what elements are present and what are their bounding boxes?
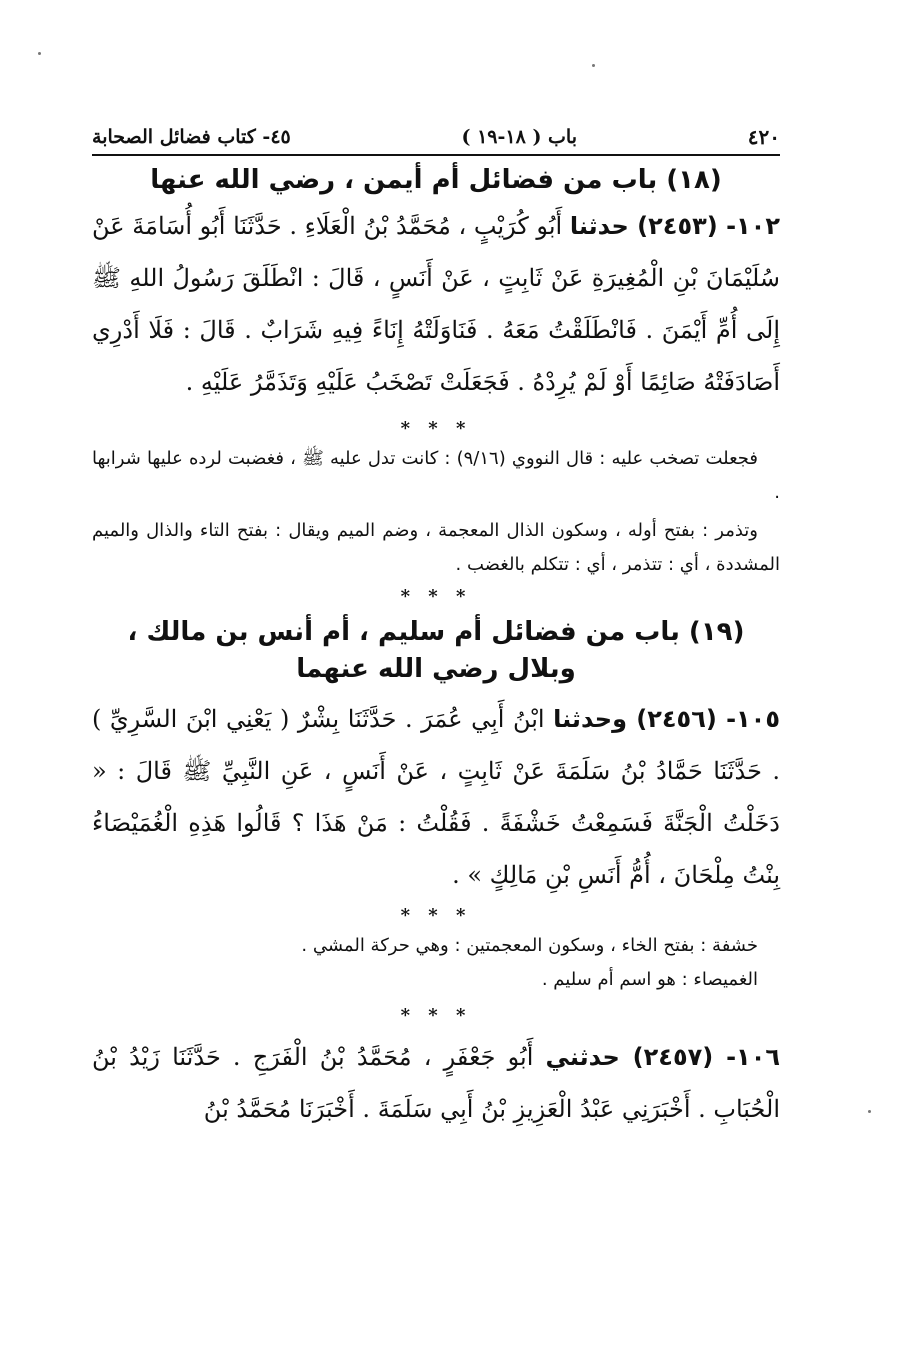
section-separator: * * * — [400, 417, 472, 439]
hadith-number: ١٠٢- (٢٤٥٣) حدثنا — [569, 211, 780, 240]
page-content — [92, 126, 780, 1135]
section-separator: * * * — [400, 905, 472, 927]
footnote: وتذمر : بفتح أوله ، وسكون الذال المعجمة ، وضم الميم ويقال : بفتح التاء والذال والميم المشددة ، أي : تتذمر ، أي : تتكلم بالغضب . — [92, 519, 780, 575]
hadith-number: ١٠٥- (٢٤٥٦) وحدثنا — [553, 705, 780, 734]
chapter-heading-19-line1: (١٩) باب من فضائل أم سليم ، أم أنس بن مالك ، — [127, 616, 745, 647]
chapter-reference: باب ( ١٨-١٩ ) — [461, 126, 578, 149]
scan-speck — [38, 52, 41, 55]
footnote: الغميصاء : هو اسم أم سليم . — [541, 969, 758, 991]
footnote: فجعلت تصخب عليه : قال النووي (٩/١٦) : كانت تدل عليه ﷺ ، فغضبت لرده عليها شرابها . — [92, 447, 780, 503]
section-separator: * * * — [400, 585, 472, 607]
chapter-heading-19-line2: وبلال رضي الله عنهما — [296, 654, 576, 685]
hadith-105 — [92, 693, 780, 901]
hadith-text: ابْنُ أَبِي عُمَرَ . حَدَّثَنَا بِشْرٌ ( يَعْنِي ابْنَ السَّرِيِّ ) . حَدَّثَنَا حَمَّادُ بْنُ سَلَمَةَ عَنْ ثَابِتٍ ، عَنْ أَنَسٍ ، عَنِ النَّبِيِّ ﷺ قَالَ : « دَخَلْتُ الْجَنَّةَ فَسَمِعْتُ خَشْفَةً . فَقُلْتُ : مَنْ هَذَا ؟ قَالُوا هَذِهِ الْغُمَيْصَاءُ بِنْتُ مِلْحَانَ ، أُمُّ أَنَسِ بْنِ مَالِكٍ » . — [92, 705, 780, 890]
section-separator: * * * — [400, 1005, 472, 1027]
scan-speck — [868, 1110, 871, 1113]
scan-speck — [592, 64, 595, 67]
book-title: ٤٥- كتاب فضائل الصحابة — [92, 126, 291, 149]
running-header — [92, 126, 780, 156]
hadith-text: أَبُو جَعْفَرٍ ، مُحَمَّدُ بْنُ الْفَرَجِ . حَدَّثَنَا زَيْدُ بْنُ الْحُبَابِ . أَخْبَرَنِي عَبْدُ الْعَزِيزِ بْنُ أَبِي سَلَمَةَ . أَخْبَرَنَا مُحَمَّدُ بْنُ — [92, 1043, 780, 1124]
hadith-text: أَبُو كُرَيْبٍ ، مُحَمَّدُ بْنُ الْعَلَاءِ . حَدَّثَنَا أَبُو أُسَامَةَ عَنْ سُلَيْمَانَ بْنِ الْمُغِيرَةِ عَنْ ثَابِتٍ ، عَنْ أَنَسٍ ، قَالَ : انْطَلَقَ رَسُولُ اللهِ ﷺ إِلَى أُمِّ أَيْمَنَ . فَانْطَلَقْتُ مَعَهُ . فَنَاوَلَتْهُ إِنَاءً فِيهِ شَرَابٌ . قَالَ : فَلَا أَدْرِي أَصَادَفَتْهُ صَائِمًا أَوْ لَمْ يُرِدْهُ . فَجَعَلَتْ تَصْخَبُ عَلَيْهِ وَتَذَمَّرُ عَلَيْهِ . — [92, 211, 780, 396]
hadith-number: ١٠٦- (٢٤٥٧) حدثني — [545, 1043, 780, 1072]
hadith-102 — [92, 200, 780, 408]
chapter-heading-18: (١٨) باب من فضائل أم أيمن ، رضي الله عنها — [150, 165, 722, 195]
footnote: خشفة : بفتح الخاء ، وسكون المعجمتين : وهي حركة المشي . — [301, 935, 758, 957]
hadith-106 — [92, 1031, 780, 1135]
page-number: ٤٢٠ — [747, 125, 780, 149]
